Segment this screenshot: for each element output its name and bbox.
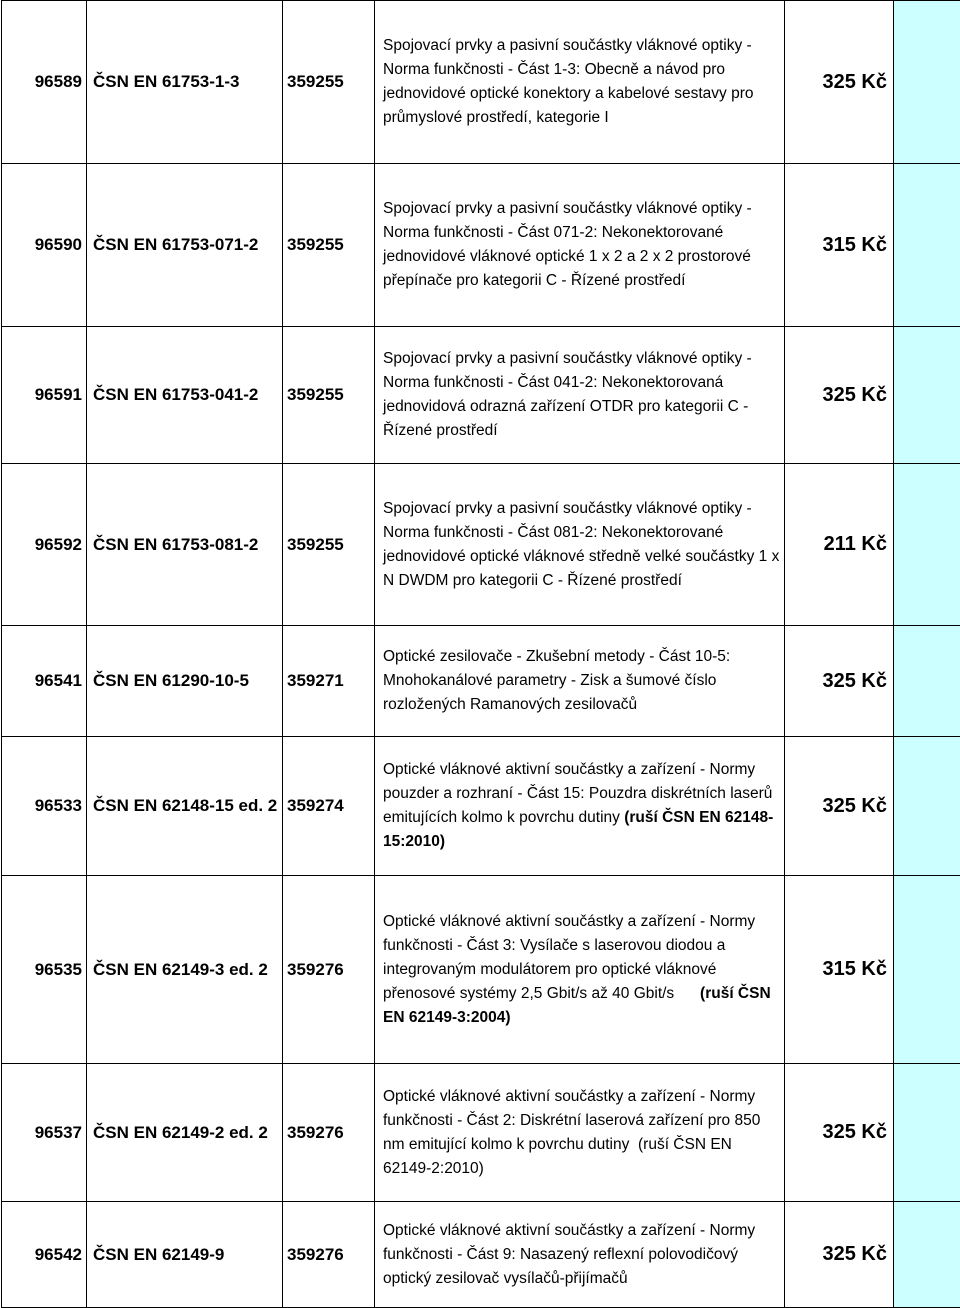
price: 315 Kč: [785, 876, 894, 1064]
classification-code: 359276: [283, 1202, 375, 1308]
standard-title-text: Spojovací prvky a pasivní součástky vláknové optiky - Norma funkčnosti - Část 071-2: Nekonektorované jednovidové vláknové optické 1 x 2 a 2 x 2 prostorové přepínače pro kategorii C - Řízené prostředí: [383, 200, 752, 289]
order-cell[interactable]: [894, 1064, 960, 1202]
price: 325 Kč: [785, 1064, 894, 1202]
price: 325 Kč: [785, 737, 894, 876]
replaces-note: (ruší ČSN EN 62149-2:2010): [383, 1136, 732, 1177]
order-cell[interactable]: [894, 876, 960, 1064]
standards-table: [1, 0, 960, 1308]
table-row: [2, 327, 960, 464]
standard-title-text: Spojovací prvky a pasivní součástky vláknové optiky - Norma funkčnosti - Část 081-2: Nekonektorované jednovidové optické vláknové středně velké součástky 1 x N DWDM pro kategorii C - Řízené prostředí: [383, 500, 779, 589]
price: 211 Kč: [785, 464, 894, 626]
standard-title: [375, 1064, 785, 1202]
price: 325 Kč: [785, 1202, 894, 1308]
standard-title-text: Optické vláknové aktivní součástky a zařízení - Normy funkčnosti - Část 2: Diskrétní laserová zařízení pro 850 nm emitující kolmo k povrchu dutiny: [383, 1088, 760, 1153]
standard-code: ČSN EN 61753-071-2: [87, 164, 283, 327]
price: 325 Kč: [785, 626, 894, 737]
table-row: [2, 626, 960, 737]
order-cell[interactable]: [894, 1202, 960, 1308]
table-row: [2, 1202, 960, 1308]
order-cell[interactable]: [894, 1, 960, 164]
classification-code: 359274: [283, 737, 375, 876]
standard-title: [375, 464, 785, 626]
catalog-number: 96591: [2, 327, 87, 464]
table-row: [2, 1, 960, 164]
table-row: [2, 876, 960, 1064]
price: 325 Kč: [785, 327, 894, 464]
standard-title-text: Optické vláknové aktivní součástky a zařízení - Normy funkčnosti - Část 3: Vysílače s laserovou diodou a integrovaným modulátorem pro optické vláknové přenosové systémy 2,5 Gbit/s až 40 Gbit/s: [383, 913, 755, 1002]
catalog-number: 96542: [2, 1202, 87, 1308]
catalog-number: 96533: [2, 737, 87, 876]
replaces-note: (ruší ČSN EN 62148-15:2010): [383, 809, 773, 850]
standard-code: ČSN EN 61753-081-2: [87, 464, 283, 626]
standard-title: [375, 1, 785, 164]
order-cell[interactable]: [894, 327, 960, 464]
classification-code: 359271: [283, 626, 375, 737]
catalog-number: 96535: [2, 876, 87, 1064]
standard-code: ČSN EN 62149-9: [87, 1202, 283, 1308]
classification-code: 359255: [283, 464, 375, 626]
price: 325 Kč: [785, 1, 894, 164]
standard-code: ČSN EN 61753-041-2: [87, 327, 283, 464]
standard-code: ČSN EN 62148-15 ed. 2: [87, 737, 283, 876]
standard-code: ČSN EN 62149-3 ed. 2: [87, 876, 283, 1064]
table-row: [2, 1064, 960, 1202]
standard-title-text: Spojovací prvky a pasivní součástky vláknové optiky - Norma funkčnosti - Část 1-3: Obecně a návod pro jednovidové optické konektory a kabelové sestavy pro průmyslové prostředí, kategorie I: [383, 37, 754, 126]
order-cell[interactable]: [894, 626, 960, 737]
standard-code: ČSN EN 61753-1-3: [87, 1, 283, 164]
standard-title: [375, 876, 785, 1064]
price: 315 Kč: [785, 164, 894, 327]
standard-title: [375, 327, 785, 464]
classification-code: 359255: [283, 327, 375, 464]
table-row: [2, 164, 960, 327]
classification-code: 359276: [283, 1064, 375, 1202]
catalog-number: 96541: [2, 626, 87, 737]
catalog-number: 96589: [2, 1, 87, 164]
order-cell[interactable]: [894, 164, 960, 327]
table-row: [2, 737, 960, 876]
standard-code: ČSN EN 61290-10-5: [87, 626, 283, 737]
order-cell[interactable]: [894, 737, 960, 876]
catalog-number: 96537: [2, 1064, 87, 1202]
table-row: [2, 464, 960, 626]
classification-code: 359255: [283, 164, 375, 327]
standard-title-text: Optické zesilovače - Zkušební metody - Část 10-5: Mnohokanálové parametry - Zisk a šumové číslo rozložených Ramanových zesilovačů: [383, 648, 730, 713]
standard-title: [375, 1202, 785, 1308]
standard-code: ČSN EN 62149-2 ed. 2: [87, 1064, 283, 1202]
replaces-note: (ruší ČSN EN 62149-3:2004): [383, 985, 771, 1026]
standard-title: [375, 626, 785, 737]
standard-title-text: Optické vláknové aktivní součástky a zařízení - Normy pouzder a rozhraní - Část 15: Pouzdra diskrétních laserů emitujících kolmo k povrchu dutiny: [383, 761, 772, 826]
classification-code: 359276: [283, 876, 375, 1064]
standard-title-text: Spojovací prvky a pasivní součástky vláknové optiky - Norma funkčnosti - Část 041-2: Nekonektorovaná jednovidová odrazná zařízení OTDR pro kategorii C - Řízené prostředí: [383, 350, 752, 439]
catalog-number: 96590: [2, 164, 87, 327]
catalog-number: 96592: [2, 464, 87, 626]
standard-title-text: Optické vláknové aktivní součástky a zařízení - Normy funkčnosti - Část 9: Nasazený reflexní polovodičový optický zesilovač vysílačů-přijímačů: [383, 1222, 755, 1287]
standard-title: [375, 164, 785, 327]
order-cell[interactable]: [894, 464, 960, 626]
standard-title: [375, 737, 785, 876]
classification-code: 359255: [283, 1, 375, 164]
